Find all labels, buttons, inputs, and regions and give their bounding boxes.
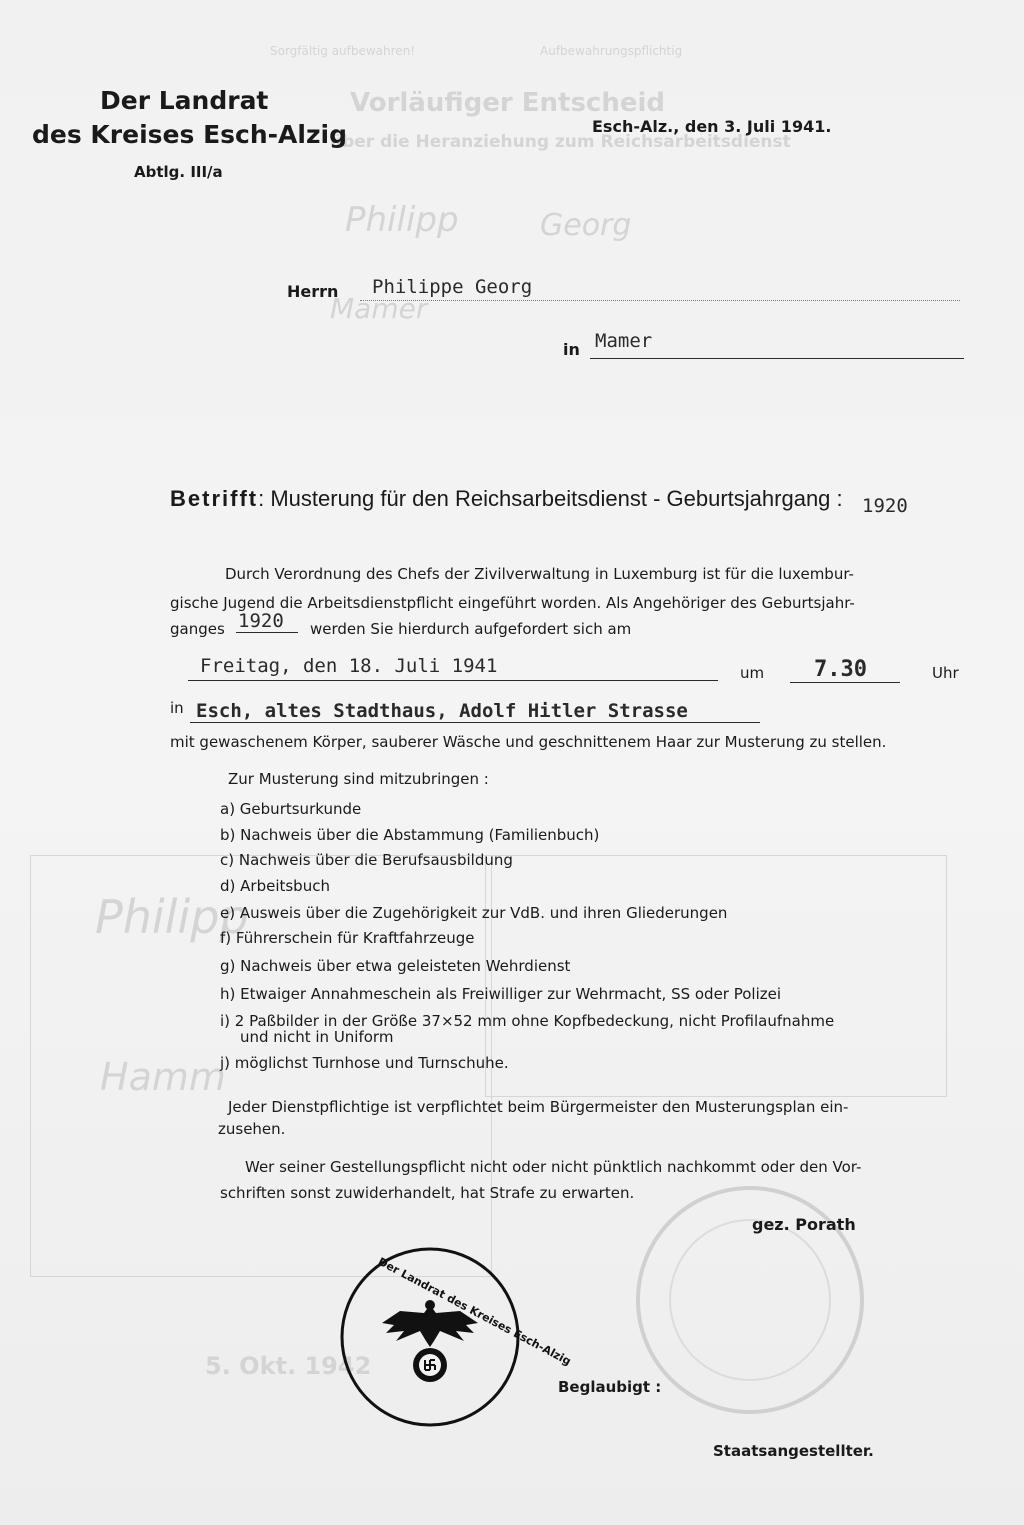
body-line-3-suffix: werden Sie hierdurch aufgefordert sich am	[310, 620, 632, 638]
body-line-3-year: 1920	[238, 610, 284, 632]
ghost-handwriting-4: Philipp	[95, 890, 249, 944]
ghost-handwriting-2: Georg	[540, 208, 632, 243]
ghost-top-right: Aufbewahrungspflichtig	[540, 44, 683, 58]
authority-line-2: des Kreises Esch-Alzig	[32, 120, 347, 149]
list-item: b) Nachweis über die Abstammung (Familienbuch)	[220, 826, 600, 844]
ghost-box-right	[485, 855, 947, 1097]
appointment-location-line	[190, 722, 760, 723]
authority-line-1: Der Landrat	[100, 86, 269, 115]
official-stamp-text-wrap	[338, 1245, 574, 1430]
appointment-date-line	[188, 680, 718, 681]
list-item-continued: und nicht in Uniform	[240, 1028, 394, 1046]
appointment-date: Freitag, den 18. Juli 1941	[200, 655, 498, 677]
body-line-2: gische Jugend die Arbeitsdienstpflicht eingeführt worden. Als Angehöriger des Geburtsjahr-	[170, 594, 855, 612]
recipient-in-label: in	[563, 340, 580, 359]
signature: gez. Porath	[752, 1215, 856, 1234]
list-item: c) Nachweis über die Berufsausbildung	[220, 851, 513, 869]
um-label: um	[740, 664, 765, 682]
appointment-time-line	[790, 682, 900, 683]
body-line-1: Durch Verordnung des Chefs der Zivilverwaltung in Luxemburg ist für die luxembur-	[225, 565, 854, 583]
appointment-location: Esch, altes Stadthaus, Adolf Hitler Strasse	[196, 700, 688, 722]
recipient-name: Philippe Georg	[372, 276, 533, 298]
list-item: f) Führerschein für Kraftfahrzeuge	[220, 929, 475, 947]
department: Abtlg. III/a	[134, 163, 223, 181]
location-in-label: in	[170, 699, 184, 717]
ghost-heading: Vorläufiger Entscheid	[350, 88, 665, 118]
list-item: j) möglichst Turnhose und Turnschuhe.	[220, 1054, 509, 1072]
place-date: Esch-Alz., den 3. Juli 1941.	[592, 117, 832, 136]
list-item: d) Arbeitsbuch	[220, 877, 330, 895]
ghost-handwriting-1: Philipp	[345, 200, 459, 240]
body-line-3-prefix: ganges	[170, 620, 225, 638]
recipient-label: Herrn	[287, 282, 339, 301]
year-underline	[236, 632, 298, 633]
notice-2-line-1: Wer seiner Gestellungspflicht nicht oder nicht pünktlich nachkommt oder den Vor-	[245, 1158, 862, 1176]
subject-year: 1920	[862, 495, 908, 517]
recipient-place: Mamer	[595, 330, 653, 352]
list-item: h) Etwaiger Annahmeschein als Freiwilliger zur Wehrmacht, SS oder Polizei	[220, 985, 782, 1003]
notice-2-line-2: schriften sonst zuwiderhandelt, hat Strafe zu erwarten.	[220, 1184, 635, 1202]
notice-1-line-2: zusehen.	[218, 1120, 286, 1138]
uhr-label: Uhr	[932, 664, 959, 682]
items-heading: Zur Musterung sind mitzubringen :	[228, 770, 489, 788]
certified-label: Beglaubigt :	[558, 1378, 662, 1396]
notice-1-line-1: Jeder Dienstpflichtige ist verpflichtet beim Bürgermeister den Musterungsplan ein-	[228, 1098, 849, 1116]
official-stamp-text: Der Landrat des Kreises Esch-Alzig	[375, 1255, 574, 1369]
subject-text: : Musterung für den Reichsarbeitsdienst - Geburtsjahrgang :	[258, 486, 843, 511]
list-item: i) 2 Paßbilder in der Größe 37×52 mm ohne Kopfbedeckung, nicht Profilaufnahme	[220, 1012, 835, 1030]
list-item: e) Ausweis über die Zugehörigkeit zur VdB. und ihren Gliederungen	[220, 904, 728, 922]
ghost-subheading: über die Heranziehung zum Reichsarbeitsdienst	[330, 132, 791, 152]
list-item: g) Nachweis über etwa geleisteten Wehrdienst	[220, 957, 571, 975]
ghost-handwriting-5: Hamm	[100, 1055, 226, 1099]
subject-line	[170, 486, 843, 512]
recipient-place-line	[590, 358, 964, 359]
ghost-date-stamp: 5. Okt. 1942	[205, 1352, 372, 1380]
appointment-time: 7.30	[814, 657, 867, 682]
official-title: Staatsangestellter.	[713, 1442, 874, 1460]
ghost-handwriting-3: Mamer	[330, 292, 428, 325]
recipient-name-line	[360, 300, 960, 301]
body-final-line: mit gewaschenem Körper, sauberer Wäsche und geschnittenem Haar zur Musterung zu stellen.	[170, 733, 887, 751]
ghost-top-left: Sorgfältig aufbewahren!	[270, 44, 416, 58]
subject-label: Betrifft	[170, 486, 259, 511]
list-item: a) Geburtsurkunde	[220, 800, 362, 818]
